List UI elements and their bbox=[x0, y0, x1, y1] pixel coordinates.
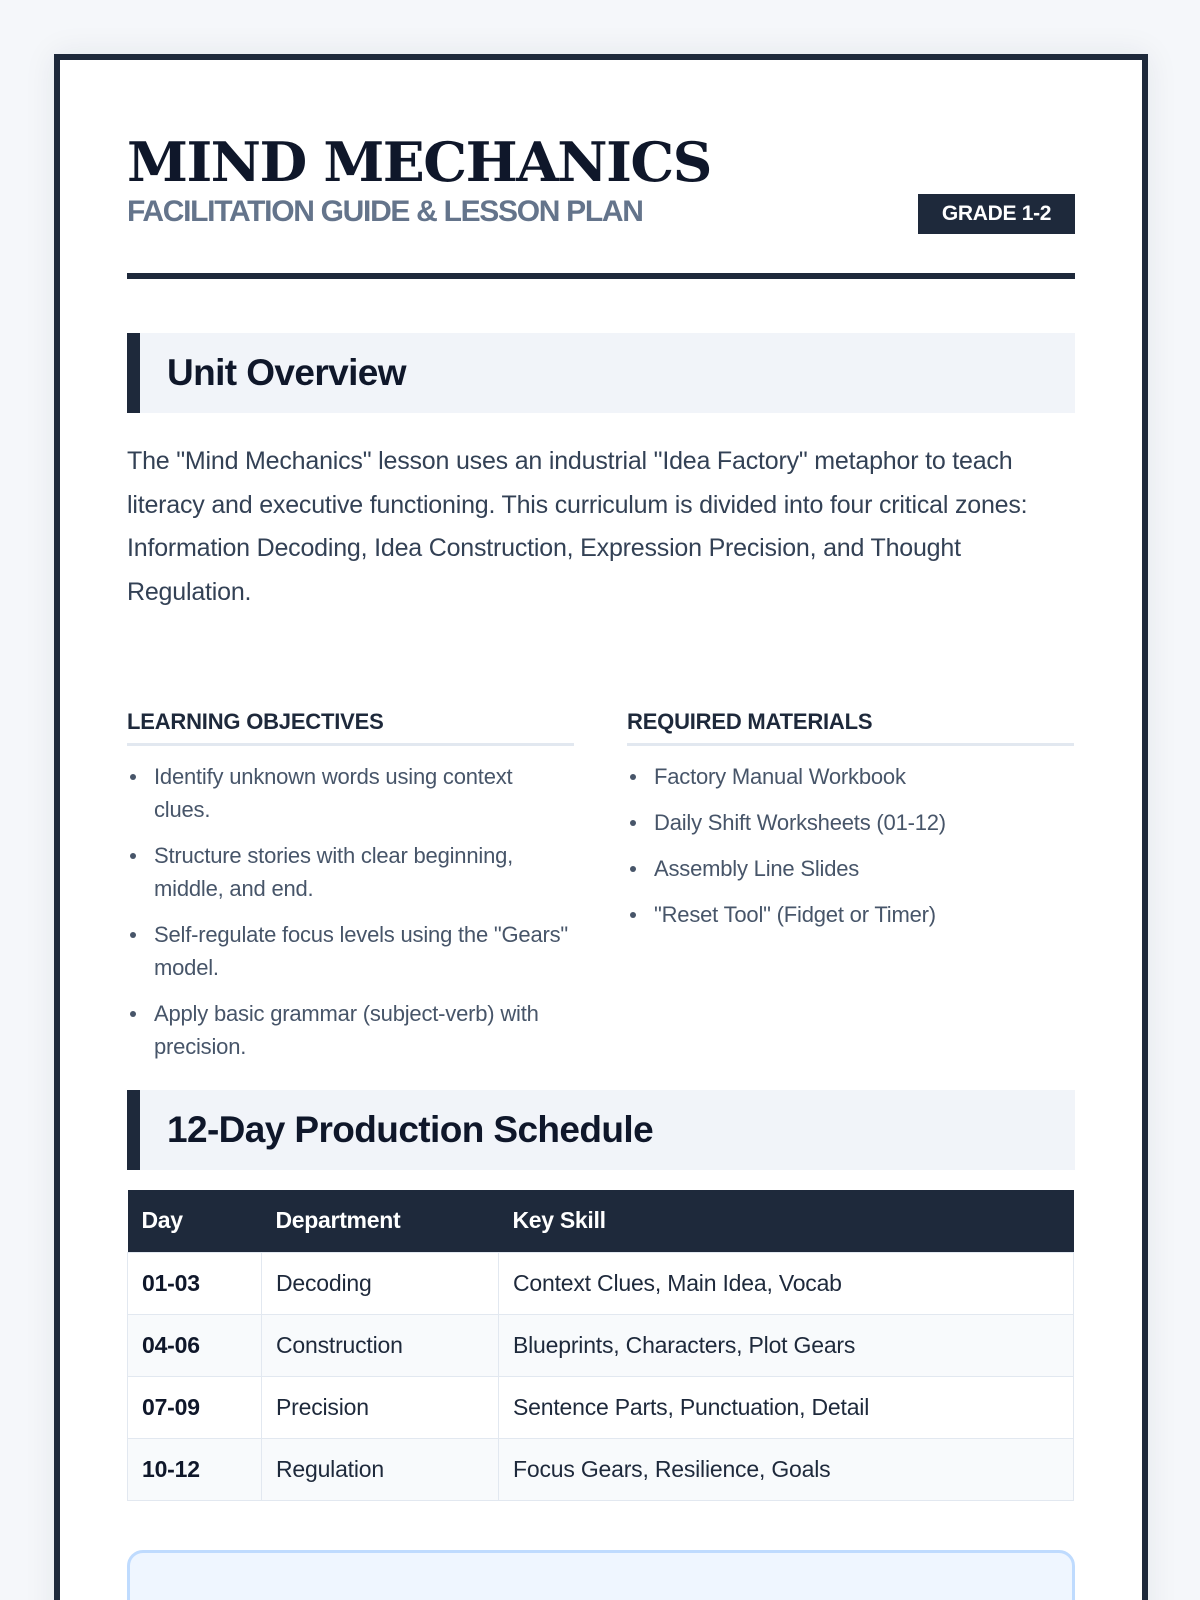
section-title-schedule: 12-Day Production Schedule bbox=[167, 1109, 654, 1150]
cell-day: 04-06 bbox=[128, 1314, 262, 1376]
section-title-overview: Unit Overview bbox=[167, 352, 406, 393]
table-row bbox=[128, 1438, 1074, 1500]
table-row bbox=[128, 1376, 1074, 1438]
cell-department: Regulation bbox=[262, 1438, 499, 1500]
page-title: MIND MECHANICS bbox=[127, 130, 711, 194]
materials-title: REQUIRED MATERIALS bbox=[627, 708, 1074, 746]
list-item: "Reset Tool" (Fidget or Timer) bbox=[627, 898, 1074, 931]
overview-paragraph: The "Mind Mechanics" lesson uses an industrial "Idea Factory" metaphor to teach literacy and executive functioning. This curriculum is divided into four critical zones: Information Decoding, Idea Construction, Expression Precision, and Thought Regulation. bbox=[127, 447, 1028, 606]
cell-key-skill: Blueprints, Characters, Plot Gears bbox=[499, 1314, 1074, 1376]
cell-day: 01-03 bbox=[128, 1252, 262, 1314]
objectives-column bbox=[127, 708, 574, 1076]
cell-key-skill: Focus Gears, Resilience, Goals bbox=[499, 1438, 1074, 1500]
column-header-day: Day bbox=[128, 1190, 262, 1252]
materials-column bbox=[627, 708, 1074, 944]
document-page bbox=[54, 54, 1148, 1600]
table-row bbox=[128, 1252, 1074, 1314]
cell-key-skill: Sentence Parts, Punctuation, Detail bbox=[499, 1376, 1074, 1438]
list-item: Apply basic grammar (subject-verb) with precision. bbox=[127, 997, 574, 1063]
header-divider bbox=[127, 273, 1075, 279]
section-header-overview bbox=[127, 333, 1075, 413]
cell-department: Decoding bbox=[262, 1252, 499, 1314]
list-item: Identify unknown words using context clues. bbox=[127, 760, 574, 826]
table-row bbox=[128, 1314, 1074, 1376]
cell-department: Precision bbox=[262, 1376, 499, 1438]
list-item: Assembly Line Slides bbox=[627, 852, 1074, 885]
section-header-schedule bbox=[127, 1090, 1075, 1170]
page-subtitle: FACILITATION GUIDE & LESSON PLAN bbox=[127, 195, 643, 228]
schedule-table bbox=[127, 1190, 1074, 1501]
list-item: Daily Shift Worksheets (01-12) bbox=[627, 806, 1074, 839]
list-item: Factory Manual Workbook bbox=[627, 760, 1074, 793]
cell-key-skill: Context Clues, Main Idea, Vocab bbox=[499, 1252, 1074, 1314]
cell-day: 10-12 bbox=[128, 1438, 262, 1500]
column-header-department: Department bbox=[262, 1190, 499, 1252]
materials-list bbox=[627, 760, 1074, 931]
cell-department: Construction bbox=[262, 1314, 499, 1376]
callout-box bbox=[127, 1550, 1075, 1600]
grade-badge: GRADE 1-2 bbox=[918, 194, 1075, 234]
column-header-key-skill: Key Skill bbox=[499, 1190, 1074, 1252]
table-header-row bbox=[128, 1190, 1074, 1252]
list-item: Structure stories with clear beginning, middle, and end. bbox=[127, 839, 574, 905]
objectives-list bbox=[127, 760, 574, 1063]
cell-day: 07-09 bbox=[128, 1376, 262, 1438]
list-item: Self-regulate focus levels using the "Gears" model. bbox=[127, 918, 574, 984]
objectives-title: LEARNING OBJECTIVES bbox=[127, 708, 574, 746]
